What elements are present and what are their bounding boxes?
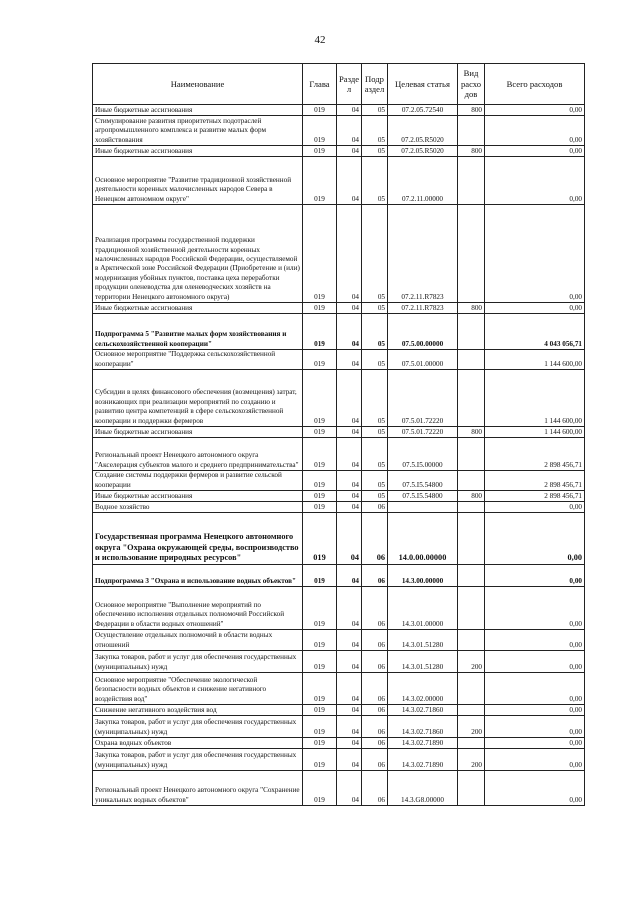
row-total: 0,00 bbox=[485, 205, 585, 303]
row-razdel: 04 bbox=[337, 749, 362, 771]
row-glava: 019 bbox=[303, 716, 337, 738]
row-razdel: 04 bbox=[337, 116, 362, 146]
row-vid bbox=[458, 370, 485, 427]
table-header-row bbox=[93, 64, 585, 105]
header-glava: Глава bbox=[303, 64, 337, 105]
row-glava: 019 bbox=[303, 350, 337, 370]
row-podrazdel: 05 bbox=[362, 116, 388, 146]
budget-table bbox=[92, 63, 585, 806]
row-target: 14.3.01.00000 bbox=[388, 587, 458, 630]
row-target: 07.2.11.R7823 bbox=[388, 205, 458, 303]
row-podrazdel: 05 bbox=[362, 146, 388, 157]
row-total: 0,00 bbox=[485, 738, 585, 749]
row-podrazdel: 05 bbox=[362, 370, 388, 427]
row-target: 07.2.11.R7823 bbox=[388, 303, 458, 314]
row-total: 0,00 bbox=[485, 565, 585, 587]
row-target: 14.3.02.71860 bbox=[388, 716, 458, 738]
row-name: Осуществление отдельных полномочий в области водных отношений bbox=[93, 630, 303, 651]
row-razdel: 04 bbox=[337, 205, 362, 303]
row-glava: 019 bbox=[303, 491, 337, 502]
row-target: 07.5.I5.54800 bbox=[388, 471, 458, 491]
row-glava: 019 bbox=[303, 205, 337, 303]
row-glava: 019 bbox=[303, 303, 337, 314]
row-podrazdel: 06 bbox=[362, 565, 388, 587]
row-razdel: 04 bbox=[337, 370, 362, 427]
row-name: Охрана водных объектов bbox=[93, 738, 303, 749]
row-vid bbox=[458, 673, 485, 705]
row-razdel: 04 bbox=[337, 771, 362, 806]
table-row bbox=[93, 370, 585, 427]
row-vid bbox=[458, 116, 485, 146]
row-name: Закупка товаров, работ и услуг для обеспечения государственных (муниципальных) нужд bbox=[93, 651, 303, 673]
row-podrazdel: 06 bbox=[362, 716, 388, 738]
row-vid: 800 bbox=[458, 303, 485, 314]
row-target: 07.5.01.72220 bbox=[388, 427, 458, 438]
row-name: Реализация программы государственной поддержки традиционной хозяйственной деятельности коренных малочисленных народов Российской Федерации, осуществляемой в Арктической зоне Российской Федерации (Приобретение и (или) модернизация убойных пунктов, поставка цеха переработки продукции оленеводства для оленеводческих хозяйств на территории Ненецкого автономного округа) bbox=[93, 205, 303, 303]
row-total: 2 898 456,71 bbox=[485, 491, 585, 502]
row-target bbox=[388, 502, 458, 513]
row-total: 0,00 bbox=[485, 157, 585, 205]
row-razdel: 04 bbox=[337, 146, 362, 157]
table-row bbox=[93, 651, 585, 673]
table-row bbox=[93, 502, 585, 513]
row-razdel: 04 bbox=[337, 673, 362, 705]
row-name: Иные бюджетные ассигнования bbox=[93, 146, 303, 157]
row-name: Водное хозяйство bbox=[93, 502, 303, 513]
row-podrazdel: 06 bbox=[362, 771, 388, 806]
row-glava: 019 bbox=[303, 146, 337, 157]
row-razdel: 04 bbox=[337, 705, 362, 716]
row-target: 14.3.02.71890 bbox=[388, 749, 458, 771]
row-total: 2 898 456,71 bbox=[485, 471, 585, 491]
row-vid: 800 bbox=[458, 427, 485, 438]
row-total: 0,00 bbox=[485, 705, 585, 716]
row-name: Создание системы поддержки фермеров и развитие сельской кооперации bbox=[93, 471, 303, 491]
row-vid bbox=[458, 314, 485, 350]
row-name: Государственная программа Ненецкого автономного округа "Охрана окружающей среды, воспроизводство и использование природных ресурсов" bbox=[93, 513, 303, 565]
row-total: 0,00 bbox=[485, 502, 585, 513]
row-vid bbox=[458, 157, 485, 205]
row-target: 14.3.02.00000 bbox=[388, 673, 458, 705]
row-glava: 019 bbox=[303, 314, 337, 350]
table-row bbox=[93, 205, 585, 303]
row-target: 07.2.11.00000 bbox=[388, 157, 458, 205]
row-razdel: 04 bbox=[337, 716, 362, 738]
row-razdel: 04 bbox=[337, 157, 362, 205]
row-podrazdel: 05 bbox=[362, 303, 388, 314]
table-row bbox=[93, 771, 585, 806]
row-podrazdel: 06 bbox=[362, 502, 388, 513]
row-glava: 019 bbox=[303, 502, 337, 513]
row-name: Иные бюджетные ассигнования bbox=[93, 303, 303, 314]
row-glava: 019 bbox=[303, 630, 337, 651]
row-vid: 800 bbox=[458, 491, 485, 502]
row-vid bbox=[458, 350, 485, 370]
row-razdel: 04 bbox=[337, 630, 362, 651]
row-total: 1 144 600,00 bbox=[485, 350, 585, 370]
row-glava: 019 bbox=[303, 587, 337, 630]
row-total: 0,00 bbox=[485, 651, 585, 673]
header-podrazdel: Подр аздел bbox=[362, 64, 388, 105]
row-razdel: 04 bbox=[337, 587, 362, 630]
row-total: 0,00 bbox=[485, 116, 585, 146]
row-vid: 200 bbox=[458, 749, 485, 771]
table-row bbox=[93, 716, 585, 738]
row-razdel: 04 bbox=[337, 438, 362, 471]
row-podrazdel: 06 bbox=[362, 738, 388, 749]
row-total: 0,00 bbox=[485, 630, 585, 651]
row-podrazdel: 05 bbox=[362, 427, 388, 438]
row-podrazdel: 06 bbox=[362, 513, 388, 565]
table-row bbox=[93, 673, 585, 705]
row-name: Основное мероприятие "Обеспечение экологической безопасности водных объектов и снижение негативного воздействия вод" bbox=[93, 673, 303, 705]
row-name: Основное мероприятие "Выполнение мероприятий по обеспечению исполнения отдельных полномочий Российской Федерации в области водных отношений" bbox=[93, 587, 303, 630]
row-name: Стимулирование развития приоритетных подотраслей агропромышленного комплекса и развитие малых форм хозяйствования bbox=[93, 116, 303, 146]
row-vid bbox=[458, 705, 485, 716]
row-target: 14.3.02.71860 bbox=[388, 705, 458, 716]
row-glava: 019 bbox=[303, 771, 337, 806]
row-glava: 019 bbox=[303, 705, 337, 716]
row-glava: 019 bbox=[303, 427, 337, 438]
row-total: 0,00 bbox=[485, 513, 585, 565]
row-target: 07.2.05.72540 bbox=[388, 105, 458, 116]
row-podrazdel: 05 bbox=[362, 491, 388, 502]
row-name: Подпрограмма 3 "Охрана и использование водных объектов" bbox=[93, 565, 303, 587]
row-razdel: 04 bbox=[337, 738, 362, 749]
row-target: 07.5.00.00000 bbox=[388, 314, 458, 350]
row-vid bbox=[458, 502, 485, 513]
row-podrazdel: 05 bbox=[362, 157, 388, 205]
row-vid: 200 bbox=[458, 716, 485, 738]
page-number: 42 bbox=[314, 34, 326, 46]
row-target: 14.0.00.00000 bbox=[388, 513, 458, 565]
header-name: Наименование bbox=[93, 64, 303, 105]
row-total: 0,00 bbox=[485, 587, 585, 630]
row-name: Основное мероприятие "Развитие традиционной хозяйственной деятельности коренных малочисленных народов Севера в Ненецком автономном округе" bbox=[93, 157, 303, 205]
row-razdel: 04 bbox=[337, 513, 362, 565]
row-glava: 019 bbox=[303, 565, 337, 587]
table-row bbox=[93, 105, 585, 116]
table-row bbox=[93, 157, 585, 205]
row-razdel: 04 bbox=[337, 105, 362, 116]
row-podrazdel: 05 bbox=[362, 438, 388, 471]
row-name: Региональный проект Ненецкого автономного округа "Акселерация субъектов малого и среднего предпринимательства" bbox=[93, 438, 303, 471]
row-vid: 800 bbox=[458, 105, 485, 116]
row-total: 0,00 bbox=[485, 673, 585, 705]
row-target: 07.5.I5.54800 bbox=[388, 491, 458, 502]
table-row bbox=[93, 146, 585, 157]
row-vid bbox=[458, 587, 485, 630]
row-name: Основное мероприятие "Поддержка сельскохозяйственной кооперации" bbox=[93, 350, 303, 370]
row-razdel: 04 bbox=[337, 491, 362, 502]
row-podrazdel: 05 bbox=[362, 471, 388, 491]
row-total: 0,00 bbox=[485, 105, 585, 116]
table-row bbox=[93, 438, 585, 471]
row-vid bbox=[458, 771, 485, 806]
row-razdel: 04 bbox=[337, 651, 362, 673]
row-target: 07.5.01.72220 bbox=[388, 370, 458, 427]
row-glava: 019 bbox=[303, 651, 337, 673]
table-row bbox=[93, 471, 585, 491]
row-total: 2 898 456,71 bbox=[485, 438, 585, 471]
row-razdel: 04 bbox=[337, 314, 362, 350]
row-glava: 019 bbox=[303, 513, 337, 565]
row-vid: 800 bbox=[458, 146, 485, 157]
row-target: 14.3.02.71890 bbox=[388, 738, 458, 749]
row-total: 0,00 bbox=[485, 716, 585, 738]
table-row bbox=[93, 116, 585, 146]
row-name: Иные бюджетные ассигнования bbox=[93, 491, 303, 502]
table-row bbox=[93, 427, 585, 438]
row-vid bbox=[458, 738, 485, 749]
row-glava: 019 bbox=[303, 105, 337, 116]
row-razdel: 04 bbox=[337, 427, 362, 438]
row-name: Закупка товаров, работ и услуг для обеспечения государственных (муниципальных) нужд bbox=[93, 716, 303, 738]
row-target: 07.5.01.00000 bbox=[388, 350, 458, 370]
row-podrazdel: 06 bbox=[362, 651, 388, 673]
row-name: Иные бюджетные ассигнования bbox=[93, 427, 303, 438]
row-name: Снижение негативного воздействия вод bbox=[93, 705, 303, 716]
header-razdel: Разде л bbox=[337, 64, 362, 105]
row-razdel: 04 bbox=[337, 502, 362, 513]
row-total: 1 144 600,00 bbox=[485, 427, 585, 438]
row-target: 07.5.I5.00000 bbox=[388, 438, 458, 471]
row-vid bbox=[458, 438, 485, 471]
row-target: 07.2.05.R5020 bbox=[388, 146, 458, 157]
row-total: 0,00 bbox=[485, 146, 585, 157]
row-target: 07.2.05.R5020 bbox=[388, 116, 458, 146]
row-podrazdel: 05 bbox=[362, 314, 388, 350]
table-row bbox=[93, 491, 585, 502]
row-vid: 200 bbox=[458, 651, 485, 673]
table-row bbox=[93, 749, 585, 771]
table-row bbox=[93, 738, 585, 749]
row-total: 4 043 056,71 bbox=[485, 314, 585, 350]
table-row bbox=[93, 705, 585, 716]
row-razdel: 04 bbox=[337, 565, 362, 587]
row-total: 0,00 bbox=[485, 749, 585, 771]
row-target: 14.3.01.51280 bbox=[388, 651, 458, 673]
row-name: Закупка товаров, работ и услуг для обеспечения государственных (муниципальных) нужд bbox=[93, 749, 303, 771]
row-total: 0,00 bbox=[485, 771, 585, 806]
table-row bbox=[93, 513, 585, 565]
row-glava: 019 bbox=[303, 438, 337, 471]
row-podrazdel: 06 bbox=[362, 705, 388, 716]
table-row bbox=[93, 314, 585, 350]
row-name: Подпрограмма 5 "Развитие малых форм хозяйствования и сельскохозяйственной кооперации" bbox=[93, 314, 303, 350]
row-glava: 019 bbox=[303, 116, 337, 146]
row-podrazdel: 06 bbox=[362, 587, 388, 630]
row-name: Региональный проект Ненецкого автономного округа "Сохранение уникальных водных объектов" bbox=[93, 771, 303, 806]
row-name: Субсидии в целях финансового обеспечения (возмещения) затрат, возникающих при реализации мероприятий по созданию и развитию центра компетенций в сфере сельскохозяйственной кооперации и поддержки фермеров bbox=[93, 370, 303, 427]
row-podrazdel: 05 bbox=[362, 350, 388, 370]
row-razdel: 04 bbox=[337, 471, 362, 491]
row-target: 14.3.00.00000 bbox=[388, 565, 458, 587]
row-glava: 019 bbox=[303, 370, 337, 427]
row-total: 1 144 600,00 bbox=[485, 370, 585, 427]
row-target: 14.3.01.51280 bbox=[388, 630, 458, 651]
row-podrazdel: 05 bbox=[362, 205, 388, 303]
row-razdel: 04 bbox=[337, 303, 362, 314]
row-vid bbox=[458, 565, 485, 587]
row-name: Иные бюджетные ассигнования bbox=[93, 105, 303, 116]
row-podrazdel: 06 bbox=[362, 630, 388, 651]
header-total-expenses: Всего расходов bbox=[485, 64, 585, 105]
row-podrazdel: 05 bbox=[362, 105, 388, 116]
table-row bbox=[93, 587, 585, 630]
table-row bbox=[93, 565, 585, 587]
row-total: 0,00 bbox=[485, 303, 585, 314]
table-row bbox=[93, 303, 585, 314]
row-vid bbox=[458, 471, 485, 491]
table-row bbox=[93, 630, 585, 651]
row-razdel: 04 bbox=[337, 350, 362, 370]
table-row bbox=[93, 350, 585, 370]
row-glava: 019 bbox=[303, 738, 337, 749]
row-vid bbox=[458, 630, 485, 651]
row-vid bbox=[458, 513, 485, 565]
row-podrazdel: 06 bbox=[362, 749, 388, 771]
header-expense-type: Вид расхо дов bbox=[458, 64, 485, 105]
row-target: 14.3.G8.00000 bbox=[388, 771, 458, 806]
row-glava: 019 bbox=[303, 749, 337, 771]
row-glava: 019 bbox=[303, 157, 337, 205]
row-vid bbox=[458, 205, 485, 303]
row-glava: 019 bbox=[303, 471, 337, 491]
header-target-article: Целевая статья bbox=[388, 64, 458, 105]
row-podrazdel: 06 bbox=[362, 673, 388, 705]
row-glava: 019 bbox=[303, 673, 337, 705]
